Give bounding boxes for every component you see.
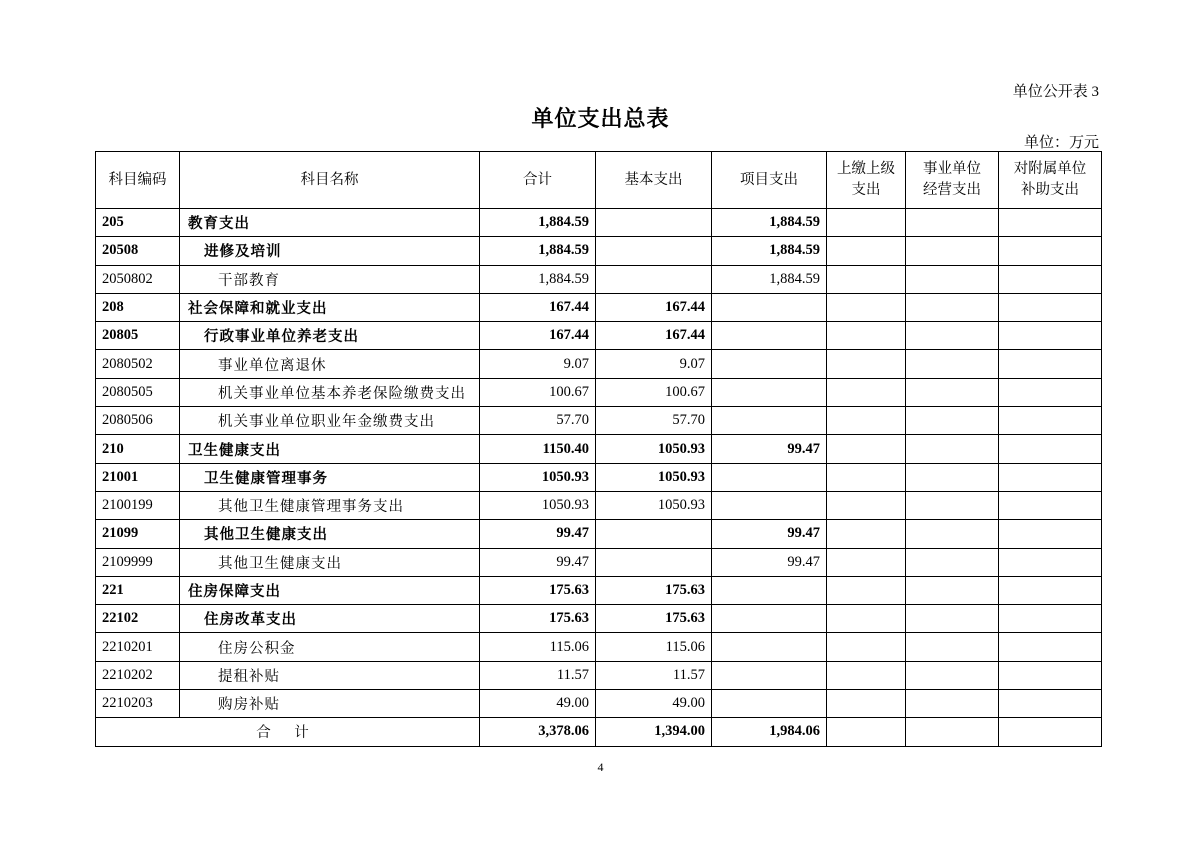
row-project (712, 322, 827, 350)
row-subsidy (999, 378, 1102, 406)
table-row (96, 690, 1102, 718)
row-basic: 175.63 (596, 605, 712, 633)
row-total: 115.06 (480, 633, 596, 661)
table-row (96, 491, 1102, 519)
row-basic: 167.44 (596, 322, 712, 350)
row-business (906, 407, 999, 435)
total-empty (999, 718, 1102, 746)
row-project: 99.47 (712, 520, 827, 548)
row-subsidy (999, 576, 1102, 604)
row-remit (827, 350, 906, 378)
row-name: 其他卫生健康管理事务支出 (180, 491, 480, 519)
col-header-project: 项目支出 (712, 152, 827, 209)
row-project (712, 293, 827, 321)
row-remit (827, 293, 906, 321)
row-project: 99.47 (712, 435, 827, 463)
row-business (906, 520, 999, 548)
row-business (906, 491, 999, 519)
row-total: 1050.93 (480, 463, 596, 491)
table-row (96, 605, 1102, 633)
row-project (712, 350, 827, 378)
row-remit (827, 407, 906, 435)
row-total: 167.44 (480, 322, 596, 350)
table-row (96, 576, 1102, 604)
col-header-business: 事业单位经营支出 (906, 152, 999, 209)
row-total: 99.47 (480, 548, 596, 576)
col-header-name: 科目名称 (180, 152, 480, 209)
row-total: 1,884.59 (480, 265, 596, 293)
row-remit (827, 661, 906, 689)
row-basic: 1050.93 (596, 491, 712, 519)
table-row (96, 633, 1102, 661)
row-code: 2050802 (96, 265, 180, 293)
col-header-code: 科目编码 (96, 152, 180, 209)
row-remit (827, 463, 906, 491)
row-name: 住房改革支出 (180, 605, 480, 633)
row-basic: 1050.93 (596, 463, 712, 491)
row-subsidy (999, 265, 1102, 293)
row-subsidy (999, 435, 1102, 463)
row-project: 1,884.59 (712, 209, 827, 237)
row-business (906, 293, 999, 321)
row-subsidy (999, 407, 1102, 435)
row-name: 社会保障和就业支出 (180, 293, 480, 321)
table-row (96, 293, 1102, 321)
row-name: 行政事业单位养老支出 (180, 322, 480, 350)
row-basic: 115.06 (596, 633, 712, 661)
row-code: 2080502 (96, 350, 180, 378)
table-row (96, 209, 1102, 237)
row-basic: 11.57 (596, 661, 712, 689)
table-code: 单位公开表 3 (1012, 84, 1099, 100)
row-business (906, 576, 999, 604)
row-subsidy (999, 633, 1102, 661)
row-name: 事业单位离退休 (180, 350, 480, 378)
row-name: 进修及培训 (180, 237, 480, 265)
row-project (712, 661, 827, 689)
row-business (906, 435, 999, 463)
row-remit (827, 605, 906, 633)
row-project: 1,884.59 (712, 265, 827, 293)
row-basic (596, 237, 712, 265)
row-project (712, 576, 827, 604)
row-business (906, 350, 999, 378)
row-subsidy (999, 293, 1102, 321)
row-basic (596, 520, 712, 548)
row-total: 11.57 (480, 661, 596, 689)
row-name: 干部教育 (180, 265, 480, 293)
row-business (906, 633, 999, 661)
page-number: 4 (597, 760, 604, 774)
row-code: 210 (96, 435, 180, 463)
row-business (906, 237, 999, 265)
row-basic: 49.00 (596, 690, 712, 718)
row-name: 住房公积金 (180, 633, 480, 661)
row-business (906, 661, 999, 689)
row-code: 22102 (96, 605, 180, 633)
row-basic: 57.70 (596, 407, 712, 435)
row-basic (596, 548, 712, 576)
row-total: 99.47 (480, 520, 596, 548)
row-subsidy (999, 548, 1102, 576)
header-row (96, 152, 1102, 209)
row-basic (596, 209, 712, 237)
total-label: 合 计 (96, 718, 480, 746)
row-subsidy (999, 350, 1102, 378)
row-name: 其他卫生健康支出 (180, 520, 480, 548)
row-project (712, 690, 827, 718)
row-total: 175.63 (480, 605, 596, 633)
row-code: 2100199 (96, 491, 180, 519)
row-basic: 9.07 (596, 350, 712, 378)
row-remit (827, 633, 906, 661)
row-name: 购房补贴 (180, 690, 480, 718)
row-remit (827, 322, 906, 350)
row-subsidy (999, 491, 1102, 519)
row-name: 教育支出 (180, 209, 480, 237)
row-business (906, 548, 999, 576)
row-project (712, 491, 827, 519)
row-code: 2210203 (96, 690, 180, 718)
row-name: 其他卫生健康支出 (180, 548, 480, 576)
row-total: 9.07 (480, 350, 596, 378)
table-row (96, 378, 1102, 406)
row-subsidy (999, 463, 1102, 491)
row-code: 21099 (96, 520, 180, 548)
row-project (712, 378, 827, 406)
row-remit (827, 378, 906, 406)
row-business (906, 605, 999, 633)
row-name: 住房保障支出 (180, 576, 480, 604)
row-remit (827, 209, 906, 237)
table-row (96, 350, 1102, 378)
row-project (712, 463, 827, 491)
row-total: 1,884.59 (480, 237, 596, 265)
row-remit (827, 576, 906, 604)
row-business (906, 322, 999, 350)
row-subsidy (999, 237, 1102, 265)
row-business (906, 690, 999, 718)
row-total: 175.63 (480, 576, 596, 604)
row-name: 提租补贴 (180, 661, 480, 689)
row-subsidy (999, 605, 1102, 633)
total-project: 1,984.06 (712, 718, 827, 746)
row-project (712, 407, 827, 435)
row-name: 卫生健康管理事务 (180, 463, 480, 491)
col-header-total: 合计 (480, 152, 596, 209)
row-subsidy (999, 209, 1102, 237)
row-project: 1,884.59 (712, 237, 827, 265)
table-row (96, 463, 1102, 491)
row-total: 100.67 (480, 378, 596, 406)
row-basic (596, 265, 712, 293)
row-business (906, 378, 999, 406)
total-basic: 1,394.00 (596, 718, 712, 746)
row-subsidy (999, 690, 1102, 718)
row-code: 221 (96, 576, 180, 604)
row-total: 57.70 (480, 407, 596, 435)
row-project (712, 605, 827, 633)
row-code: 20508 (96, 237, 180, 265)
row-total: 1150.40 (480, 435, 596, 463)
expenditure-table (95, 151, 1102, 747)
row-code: 208 (96, 293, 180, 321)
row-name: 卫生健康支出 (180, 435, 480, 463)
row-total: 167.44 (480, 293, 596, 321)
page-title: 单位支出总表 (531, 106, 670, 131)
row-code: 20805 (96, 322, 180, 350)
col-header-remit: 上缴上级支出 (827, 152, 906, 209)
row-remit (827, 265, 906, 293)
row-basic: 175.63 (596, 576, 712, 604)
col-header-basic: 基本支出 (596, 152, 712, 209)
table-row (96, 322, 1102, 350)
row-subsidy (999, 661, 1102, 689)
table-row (96, 548, 1102, 576)
row-name: 机关事业单位职业年金缴费支出 (180, 407, 480, 435)
row-subsidy (999, 322, 1102, 350)
row-code: 2080505 (96, 378, 180, 406)
row-business (906, 265, 999, 293)
row-code: 205 (96, 209, 180, 237)
row-business (906, 463, 999, 491)
row-project (712, 633, 827, 661)
table-row (96, 435, 1102, 463)
total-empty (827, 718, 906, 746)
col-header-subsidy: 对附属单位补助支出 (999, 152, 1102, 209)
row-name: 机关事业单位基本养老保险缴费支出 (180, 378, 480, 406)
row-business (906, 209, 999, 237)
row-basic: 1050.93 (596, 435, 712, 463)
row-code: 2210202 (96, 661, 180, 689)
row-remit (827, 548, 906, 576)
row-remit (827, 237, 906, 265)
table-row (96, 520, 1102, 548)
table-row (96, 265, 1102, 293)
table-row (96, 407, 1102, 435)
row-remit (827, 520, 906, 548)
row-total: 49.00 (480, 690, 596, 718)
row-basic: 167.44 (596, 293, 712, 321)
row-code: 2210201 (96, 633, 180, 661)
row-code: 2080506 (96, 407, 180, 435)
table-row (96, 237, 1102, 265)
table-row (96, 661, 1102, 689)
row-basic: 100.67 (596, 378, 712, 406)
total-empty (906, 718, 999, 746)
row-remit (827, 690, 906, 718)
row-subsidy (999, 520, 1102, 548)
row-remit (827, 435, 906, 463)
row-project: 99.47 (712, 548, 827, 576)
row-code: 2109999 (96, 548, 180, 576)
row-remit (827, 491, 906, 519)
total-total: 3,378.06 (480, 718, 596, 746)
row-total: 1050.93 (480, 491, 596, 519)
row-total: 1,884.59 (480, 209, 596, 237)
unit-label: 单位：万元 (1023, 135, 1099, 151)
row-code: 21001 (96, 463, 180, 491)
total-row (96, 718, 1102, 746)
